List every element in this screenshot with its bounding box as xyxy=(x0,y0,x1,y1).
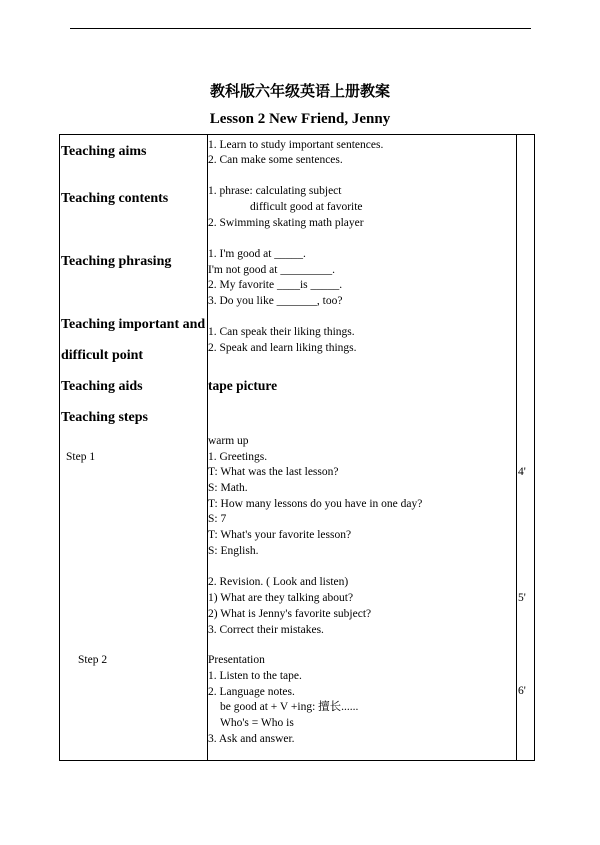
step-2-time: 6' xyxy=(518,685,526,697)
step-line: S: 7 xyxy=(208,513,227,525)
column-divider-right xyxy=(516,135,517,760)
aims-line: 1. Learn to study important sentences. xyxy=(208,139,384,151)
contents-line: 1. phrase: calculating subject xyxy=(208,185,342,197)
document-title: 教科版六年级英语上册教案 xyxy=(209,82,390,100)
step-line: 3. Correct their mistakes. xyxy=(208,624,324,636)
step-line: be good at + V +ing: 擅长...... xyxy=(220,701,359,713)
step-2-label: Step 2 xyxy=(78,654,108,666)
step-line: Who's = Who is xyxy=(220,717,294,729)
step-line: T: What's your favorite lesson? xyxy=(208,529,352,541)
revision-time: 5' xyxy=(518,592,526,604)
step-line: S: Math. xyxy=(208,482,248,494)
lesson-plan-table xyxy=(59,134,535,761)
phrasing-line: 2. My favorite ____is _____. xyxy=(208,279,343,291)
label-teaching-aids: Teaching aids xyxy=(61,379,143,394)
step-line: 2. Revision. ( Look and listen) xyxy=(208,576,349,588)
step-line: T: How many lessons do you have in one day? xyxy=(208,498,423,510)
label-teaching-steps: Teaching steps xyxy=(61,410,149,425)
phrasing-line: I'm not good at _________. xyxy=(208,264,335,276)
step-line: 1) What are they talking about? xyxy=(208,592,354,604)
label-teaching-important: Teaching important and xyxy=(61,317,206,332)
phrasing-line: 1. I'm good at _____. xyxy=(208,248,306,260)
contents-line: 2. Swimming skating math player xyxy=(208,217,364,229)
important-line: 2. Speak and learn liking things. xyxy=(208,342,357,354)
label-teaching-aims: Teaching aims xyxy=(61,144,147,159)
phrasing-line: 3. Do you like _______, too? xyxy=(208,295,343,307)
step-line: S: English. xyxy=(208,545,259,557)
step-line: 1. Greetings. xyxy=(208,451,268,463)
step-line: 2. Language notes. xyxy=(208,686,295,698)
step-line: 3. Ask and answer. xyxy=(208,733,295,745)
contents-line: difficult good at favorite xyxy=(250,201,363,213)
step-1-time: 4' xyxy=(518,466,526,478)
step-line: T: What was the last lesson? xyxy=(208,466,339,478)
step-line: 2) What is Jenny's favorite subject? xyxy=(208,608,372,620)
aids-value: tape picture xyxy=(208,378,278,393)
header-rule xyxy=(70,28,531,29)
label-difficult-point: difficult point xyxy=(61,348,144,363)
step-line: warm up xyxy=(208,435,249,447)
label-teaching-contents: Teaching contents xyxy=(61,191,169,206)
step-1-label: Step 1 xyxy=(66,451,96,463)
step-line: Presentation xyxy=(208,654,265,666)
label-teaching-phrasing: Teaching phrasing xyxy=(61,254,172,269)
important-line: 1. Can speak their liking things. xyxy=(208,326,355,338)
lesson-title: Lesson 2 New Friend, Jenny xyxy=(209,111,391,127)
step-line: 1. Listen to the tape. xyxy=(208,670,302,682)
aims-line: 2. Can make some sentences. xyxy=(208,154,343,166)
